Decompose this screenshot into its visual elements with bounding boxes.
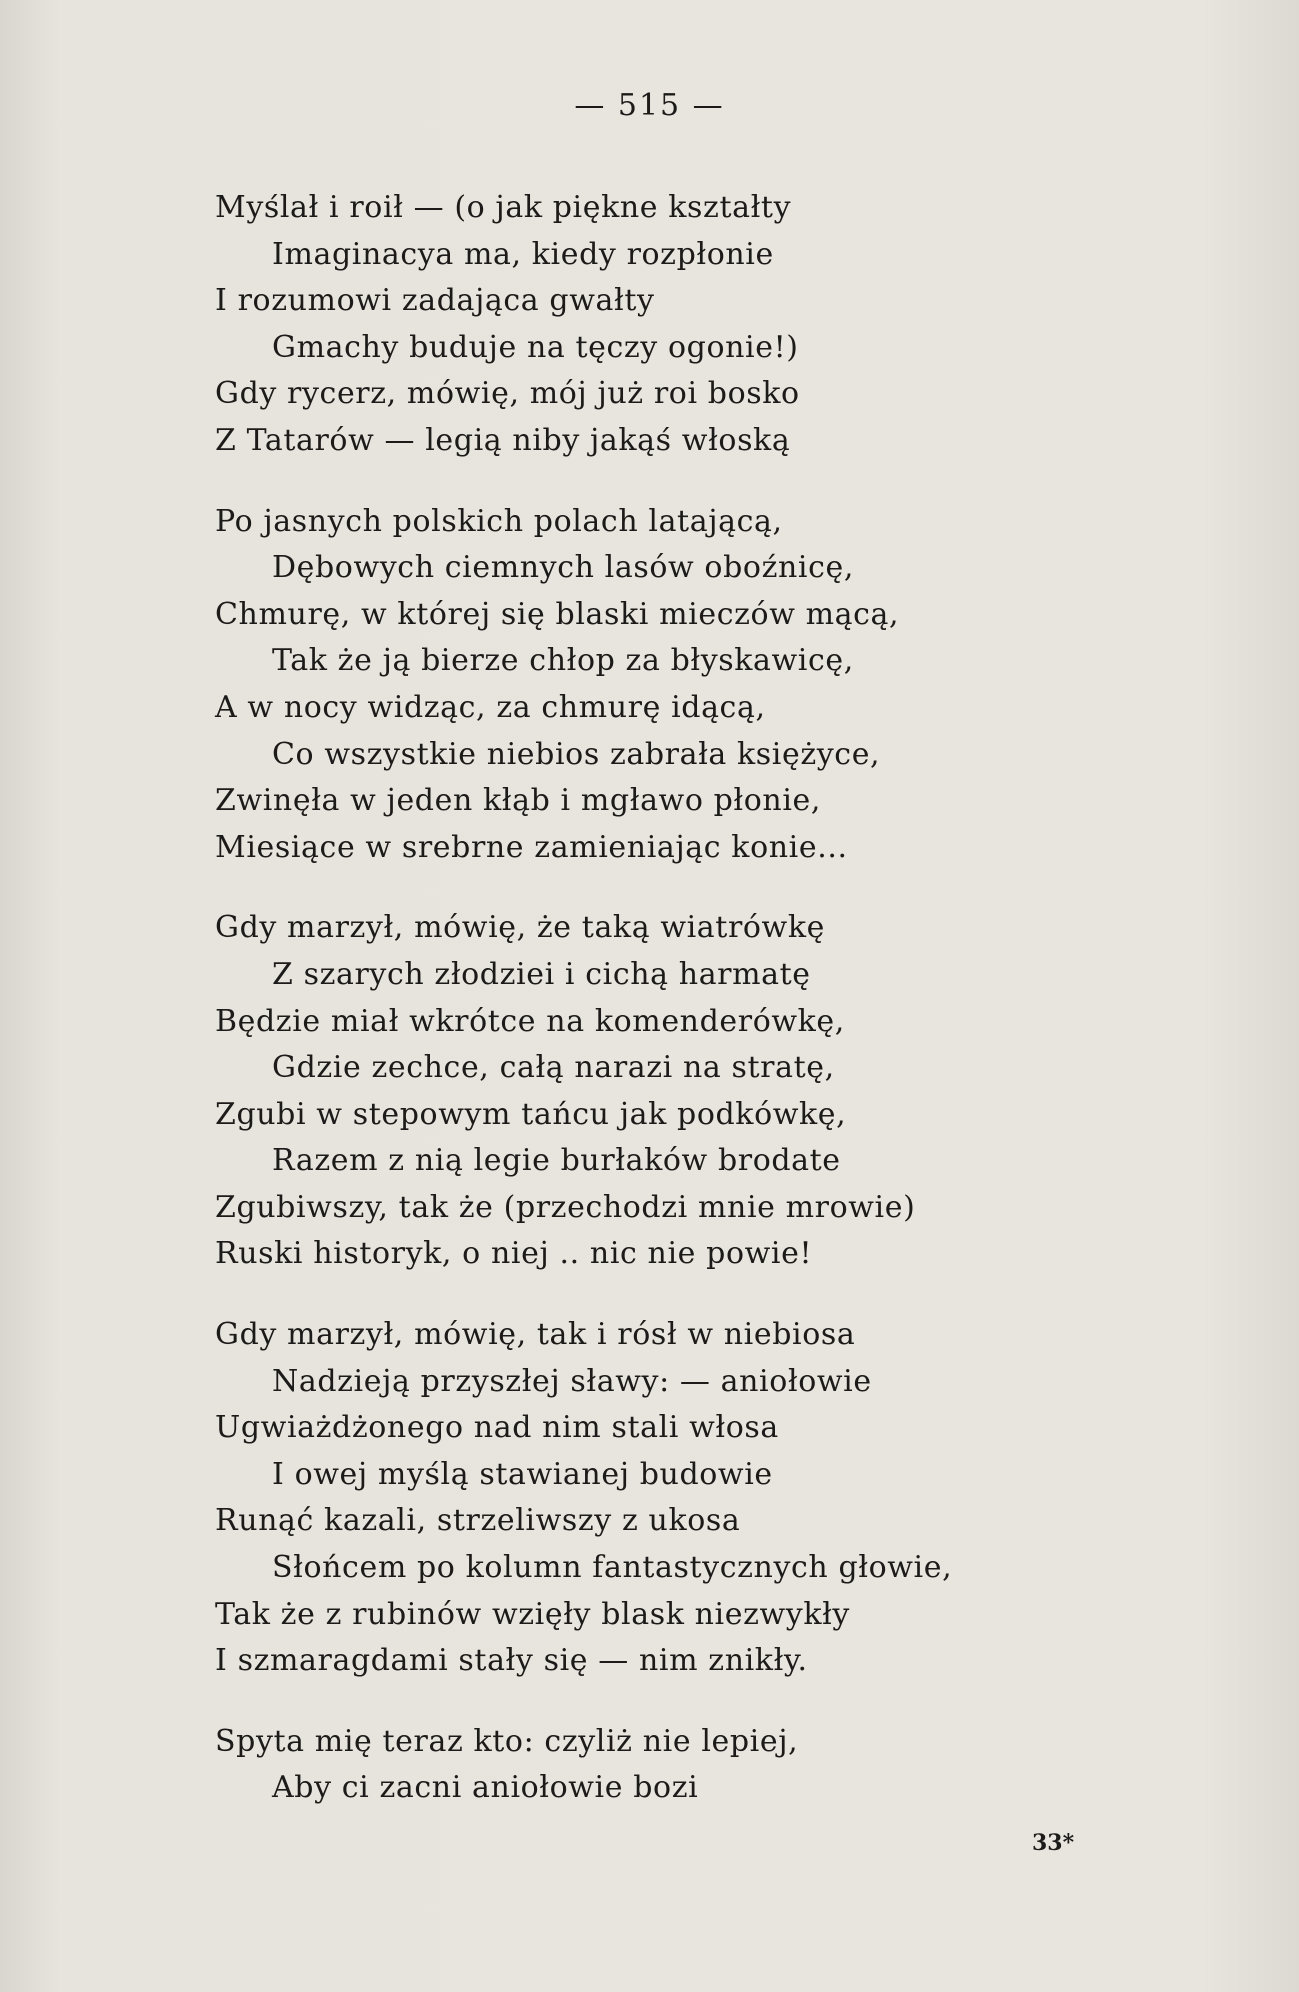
poem-line: Chmurę, w której się blaski mieczów mącą,	[215, 596, 900, 632]
poem-line: Ruski historyk, o niej .. nic nie powie!	[215, 1236, 813, 1272]
poem-line: Myślał i roił — (o jak piękne kształty	[215, 190, 792, 225]
poem-line: Zgubiwszy, tak że (przechodzi mnie mrowie)	[215, 1189, 916, 1225]
poem-line: Tak że ją bierze chłop za błyskawicę,	[272, 643, 854, 679]
poem-line: Gdy marzył, mówię, że taką wiatrówkę	[215, 910, 825, 946]
poem-line: Aby ci zacni aniołowie bozi	[272, 1770, 699, 1806]
poem-line: Razem z nią legie burłaków brodate	[272, 1143, 841, 1179]
stanza-gap	[215, 1685, 1215, 1719]
poem-line: Gdy rycerz, mówię, mój już roi bosko	[215, 376, 800, 412]
printer-signature: 33*	[1032, 1830, 1075, 1856]
poem-line: Będzie miał wkrótce na komenderówkę,	[215, 1003, 845, 1039]
poem-line: Dębowych ciemnych lasów oboźnicę,	[272, 550, 854, 586]
poem-line: Runąć kazali, strzeliwszy z ukosa	[215, 1503, 741, 1539]
page-number: — 515 —	[574, 88, 725, 123]
poem	[215, 185, 1215, 1812]
poem-line: Spyta mię teraz kto: czyliż nie lepiej,	[215, 1723, 799, 1759]
stanza	[215, 1719, 1215, 1812]
poem-line: A w nocy widząc, za chmurę idącą,	[215, 689, 766, 725]
poem-line: Tak że z rubinów wzięły blask niezwykły	[215, 1596, 850, 1632]
poem-line: Po jasnych polskich polach latającą,	[215, 503, 783, 539]
stanza	[215, 499, 1215, 872]
poem-line: Zgubi w stepowym tańcu jak podkówkę,	[215, 1096, 847, 1132]
stanza-gap	[215, 871, 1215, 905]
stanza	[215, 1312, 1215, 1685]
poem-line: I owej myślą stawianej budowie	[272, 1456, 773, 1492]
poem-line: Nadzieją przyszłej sławy: — aniołowie	[272, 1363, 872, 1399]
poem-line: Ugwiażdżonego nad nim stali włosa	[215, 1410, 779, 1446]
poem-line: Z szarych złodziei i cichą harmatę	[272, 956, 811, 992]
poem-line: I rozumowi zadająca gwałty	[215, 283, 655, 319]
poem-line: Co wszystkie niebios zabrała księżyce,	[272, 736, 881, 772]
stanza	[215, 185, 1215, 465]
stanza	[215, 905, 1215, 1278]
stanza-gap	[215, 465, 1215, 499]
poem-line: Imaginacya ma, kiedy rozpłonie	[272, 236, 774, 272]
poem-line: Gdzie zechce, całą narazi na stratę,	[272, 1050, 835, 1086]
poem-line: Miesiące w srebrne zamieniając konie...	[215, 829, 848, 865]
poem-line: Gmachy buduje na tęczy ogonie!)	[272, 329, 799, 365]
poem-line: Gdy marzył, mówię, tak i rósł w niebiosa	[215, 1317, 856, 1353]
poem-line: I szmaragdami stały się — nim znikły.	[215, 1643, 808, 1679]
poem-line: Zwinęła w jeden kłąb i mgławo płonie,	[215, 783, 822, 819]
stanza-gap	[215, 1278, 1215, 1312]
poem-line: Z Tatarów — legią niby jakąś włoską	[215, 422, 791, 458]
poem-line: Słońcem po kolumn fantastycznych głowie,	[272, 1550, 953, 1586]
